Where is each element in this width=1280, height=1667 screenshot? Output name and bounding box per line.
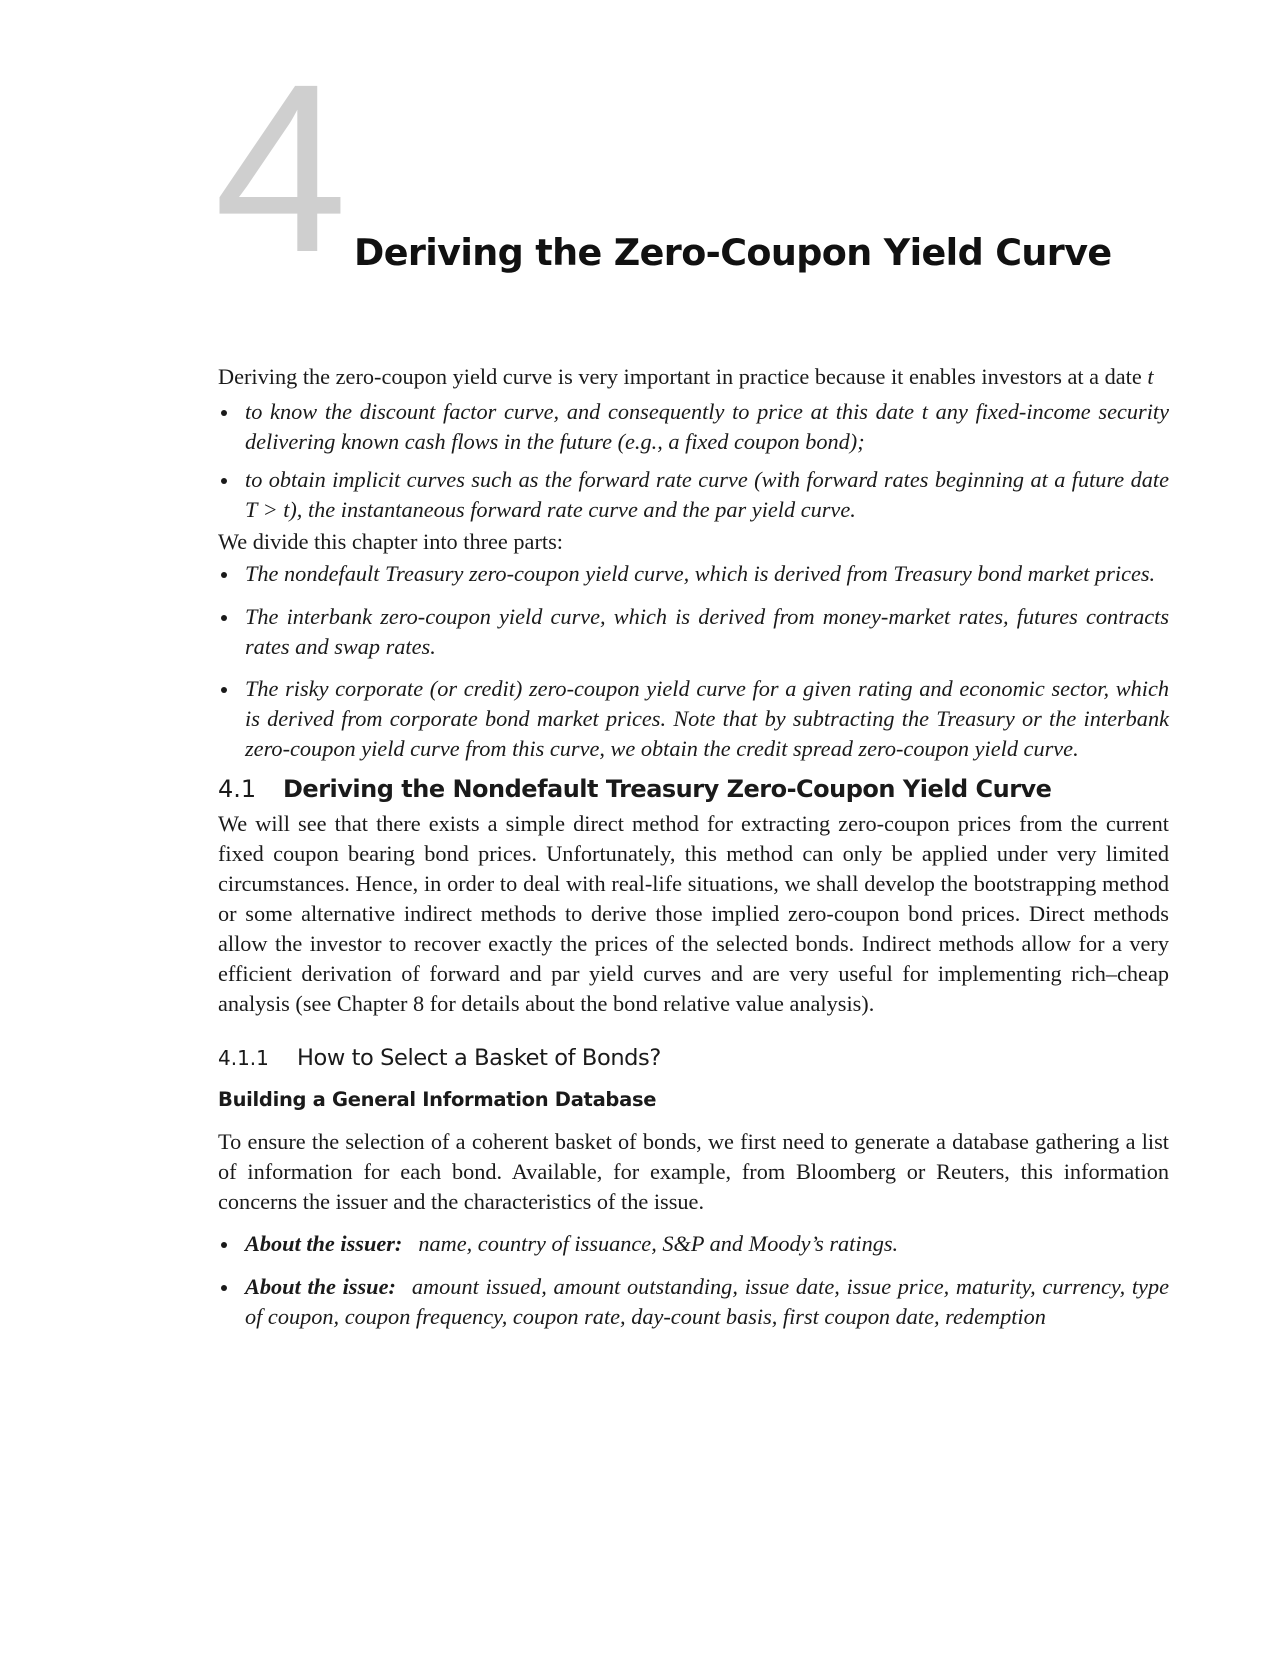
subsection-heading bbox=[218, 1043, 1169, 1073]
intro-bullet-list bbox=[218, 397, 1169, 525]
part-text: The risky corporate (or credit) zero-coupon yield curve for a given rating and economic sector, which is derived from corporate bond market prices. Note that by subtracting the Treasury or the interbank zero-coupon yield curve from this curve, we obtain the credit spread zero-coupon yield curve. bbox=[245, 676, 1169, 761]
page-body bbox=[218, 362, 1169, 1332]
parts-bullet-list bbox=[218, 559, 1169, 764]
subsection-paragraph: To ensure the selection of a coherent basket of bonds, we first need to generate a database gathering a list of information for each bond. Available, for example, from Bloomberg or Reuters, this information concerns the issuer and the characteristics of the issue. bbox=[218, 1129, 1169, 1214]
section-number: 4.1 bbox=[218, 775, 257, 803]
intro-variable-t: t bbox=[1147, 364, 1154, 389]
parts-intro: We divide this chapter into three parts: bbox=[218, 529, 563, 554]
intro-paragraph bbox=[218, 362, 1169, 392]
item-label: About the issuer: bbox=[245, 1231, 403, 1256]
list-item bbox=[218, 465, 1169, 525]
section-paragraph: We will see that there exists a simple direct method for extracting zero-coupon prices from the current fixed coupon bearing bond prices. Unfortunately, this method can only be applied under very limited circumstances. Hence, in order to deal with real-life situations, we shall develop the bootstrapping method or some alternative indirect methods to derive those implied zero-coupon bond prices. Direct methods allow the investor to recover exactly the prices of the selected bonds. Indirect methods allow for a very efficient derivation of forward and par yield curves and are very useful for implementing rich–cheap analysis (see Chapter 8 for details about the bond relative value analysis). bbox=[218, 811, 1169, 1016]
item-text: amount issued, amount outstanding, issue date, issue price, maturity, currency, type of coupon, coupon frequency, coupon rate, day-count basis, first coupon date, redemption bbox=[245, 1274, 1169, 1329]
list-item bbox=[218, 559, 1169, 589]
intro-bullet-text: to know the discount factor curve, and consequently to price at this date t any fixed-income security delivering known cash flows in the future (e.g., a fixed coupon bond); bbox=[245, 399, 1169, 454]
list-item bbox=[218, 397, 1169, 457]
subsection-title: How to Select a Basket of Bonds? bbox=[297, 1045, 661, 1071]
section-title: Deriving the Nondefault Treasury Zero-Coupon Yield Curve bbox=[283, 775, 1052, 803]
info-bullet-list bbox=[218, 1229, 1169, 1332]
part-text: The nondefault Treasury zero-coupon yield curve, which is derived from Treasury bond market prices. bbox=[245, 561, 1156, 586]
item-label: About the issue: bbox=[245, 1274, 396, 1299]
chapter-number: 4 bbox=[214, 34, 348, 302]
chapter-title: Deriving the Zero-Coupon Yield Curve bbox=[354, 231, 1112, 274]
item-text: name, country of issuance, S&P and Moody’s ratings. bbox=[418, 1231, 899, 1256]
subsection-number: 4.1.1 bbox=[218, 1046, 269, 1070]
intro-text: Deriving the zero-coupon yield curve is very important in practice because it enables investors at a date bbox=[218, 364, 1148, 389]
list-item bbox=[218, 674, 1169, 764]
intro-bullet-text: to obtain implicit curves such as the forward rate curve (with forward rates beginning at a future date T > t), the instantaneous forward rate curve and the par yield curve. bbox=[245, 467, 1169, 522]
list-item bbox=[218, 1272, 1169, 1332]
section-heading bbox=[218, 773, 1169, 805]
list-item bbox=[218, 1229, 1169, 1259]
list-item bbox=[218, 602, 1169, 662]
part-text: The interbank zero-coupon yield curve, which is derived from money-market rates, futures contracts rates and swap rates. bbox=[245, 604, 1169, 659]
subsubsection-heading: Building a General Information Database bbox=[218, 1088, 657, 1111]
